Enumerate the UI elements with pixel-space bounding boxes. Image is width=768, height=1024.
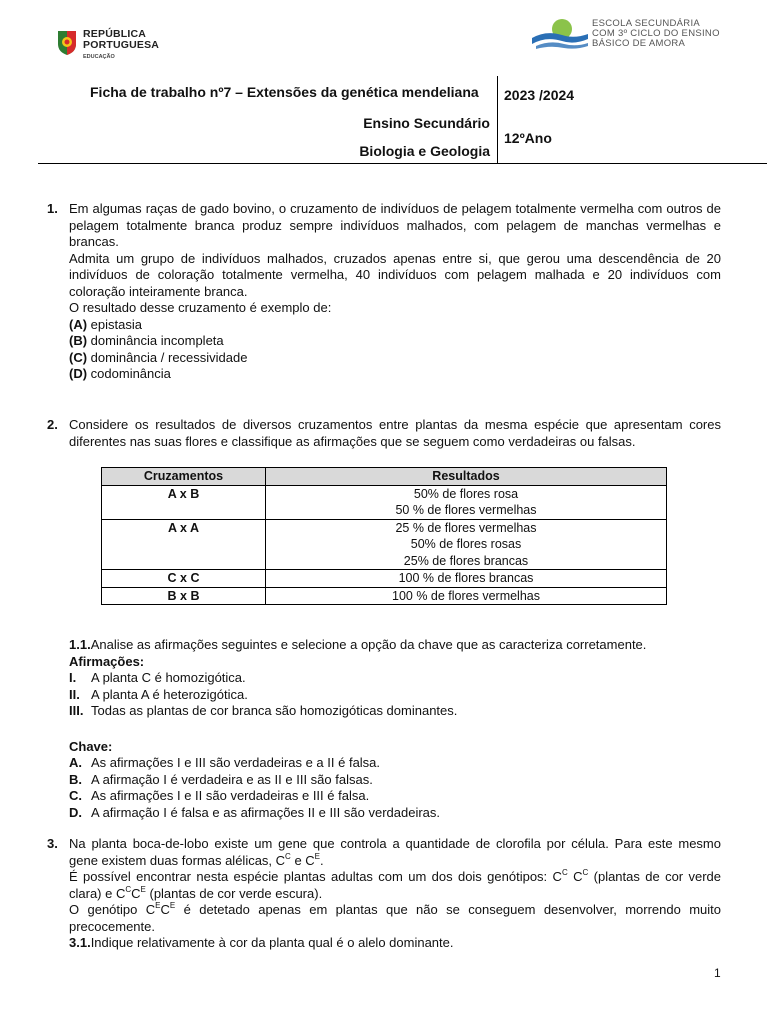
chave-item: B. A afirmação I é verdadeira e as II e III são falsas.	[69, 771, 373, 787]
table-header: Cruzamentos	[102, 468, 266, 486]
worksheet-title: Ficha de trabalho nº7 – Extensões da genética mendeliana	[90, 84, 479, 100]
question-3-number: 3.	[47, 836, 58, 851]
table-row	[102, 519, 667, 570]
logo-right-line3: BÁSICO DE AMORA	[592, 38, 686, 49]
q1-paragraph-2: Admita um grupo de indivíduos malhados, cruzados apenas entre si, que gerou uma descendência de 20 indivíduos de coloração totalmente vermelha, 40 indivíduos com pelagem malhada e 20 indivíduos com coloração inteiramente branca.	[69, 250, 721, 299]
logo-right-line2: COM 3º CICLO DO ENSINO	[592, 28, 720, 39]
q1-paragraph-1: Em algumas raças de gado bovino, o cruzamento de indivíduos de pelagem totalmente vermelha com outros de pelagem totalmente branca produz sempre indivíduos malhados, com pelagem de manchas vermelhas e brancas.	[69, 201, 721, 249]
q3-line: precocemente.	[69, 918, 155, 934]
q1-paragraph-3: O resultado desse cruzamento é exemplo de:	[69, 300, 332, 315]
result-cell: 100 % de flores brancas	[266, 570, 667, 588]
education-level: Ensino Secundário	[363, 115, 490, 131]
subject: Biologia e Geologia	[359, 143, 490, 159]
question-2-number: 2.	[47, 417, 58, 432]
afirmacao-item: II. A planta A é heterozigótica.	[69, 686, 248, 702]
chave-item: C. As afirmações I e II são verdadeiras e III é falsa.	[69, 788, 370, 803]
q1-option: (D) codominância	[69, 366, 171, 381]
cross-cell: A x A	[102, 519, 266, 570]
result-cell: 25 % de flores vermelhas 50% de flores rosas 25% de flores brancas	[266, 519, 667, 570]
chave-item: D. A afirmação I é falsa e as afirmações II e III são verdadeiras.	[69, 804, 441, 820]
table-header-row	[102, 468, 667, 486]
q3-line: É possível encontrar nesta espécie plantas adultas com um dos dois genótipos: $C^C$ $C^C$ (plantas de cor verde	[69, 868, 722, 884]
q2-paragraph: Considere os resultados de diversos cruzamentos entre plantas da mesma espécie que apresentam cores diferentes nas suas flores e classifique as afirmações que se seguem como verdadeiras ou falsas.	[69, 417, 721, 449]
logo-left-line2: PORTUGUESA	[83, 39, 160, 51]
q3-1-prompt: 3.1.Indique relativamente à cor da planta qual é o alelo dominante.	[69, 935, 454, 950]
q3-line: Na planta boca-de-lobo existe um gene que controla a quantidade de clorofila por célula. Para este mesmo	[69, 836, 721, 851]
logo-right-line1: ESCOLA SECUNDÁRIA	[592, 18, 701, 29]
q1-option: (C) dominância / recessividade	[69, 349, 248, 365]
chave-item: A. As afirmações I e III são verdadeiras e a II é falsa.	[69, 755, 381, 770]
table-header: Resultados	[266, 468, 667, 486]
table-row	[102, 587, 667, 605]
afirmacoes-label: Afirmações:	[69, 653, 145, 669]
result-cell: 50% de flores rosa 50 % de flores vermelhas	[266, 485, 667, 519]
results-table	[101, 467, 667, 605]
q2-subquestion	[69, 637, 729, 821]
header-divider-vertical	[497, 76, 498, 163]
logo-left-line3: EDUCAÇÃO	[83, 54, 115, 60]
afirmacao-item: I. A planta C é homozigótica.	[69, 670, 246, 685]
result-cell: 100 % de flores vermelhas	[266, 587, 667, 605]
portugal-flag-icon	[55, 28, 79, 56]
cross-cell: A x B	[102, 485, 266, 519]
question-1-number: 1.	[47, 201, 58, 216]
question-1	[69, 201, 721, 383]
q3-line: gene existem duas formas alélicas, $C^C$ e $C^E$.	[69, 851, 324, 868]
cross-cell: B x B	[102, 587, 266, 605]
header-divider-horizontal	[38, 163, 767, 164]
question-3	[69, 836, 721, 952]
chave-label: Chave:	[69, 738, 113, 754]
grade: 12ºAno	[504, 130, 552, 146]
table-row	[102, 570, 667, 588]
afirmacao-item: III. Todas as plantas de cor branca são homozigóticas dominantes.	[69, 703, 458, 718]
q3-line: O genótipo $C^EC^E$ é detetado apenas em plantas que não se conseguem desenvolver, morrendo muito	[69, 901, 722, 917]
cross-cell: C x C	[102, 570, 266, 588]
page-number: 1	[714, 966, 721, 980]
republica-portuguesa-logo	[55, 26, 175, 66]
q3-line: clara) e $C^CC^E$ (plantas de cor verde escura).	[69, 884, 323, 901]
q1-option: (A) epistasia	[69, 316, 142, 332]
q1-option: (B) dominância incompleta	[69, 333, 224, 348]
escola-logo	[532, 18, 742, 54]
q2-1-prompt: 1.1.Analise as afirmações seguintes e selecione a opção da chave que as caracteriza corretamente.	[69, 637, 647, 652]
school-emblem-icon	[532, 18, 588, 52]
school-year: 2023 /2024	[504, 87, 575, 103]
logo-left-line1: REPÚBLICA	[83, 28, 147, 40]
table-row	[102, 485, 667, 519]
